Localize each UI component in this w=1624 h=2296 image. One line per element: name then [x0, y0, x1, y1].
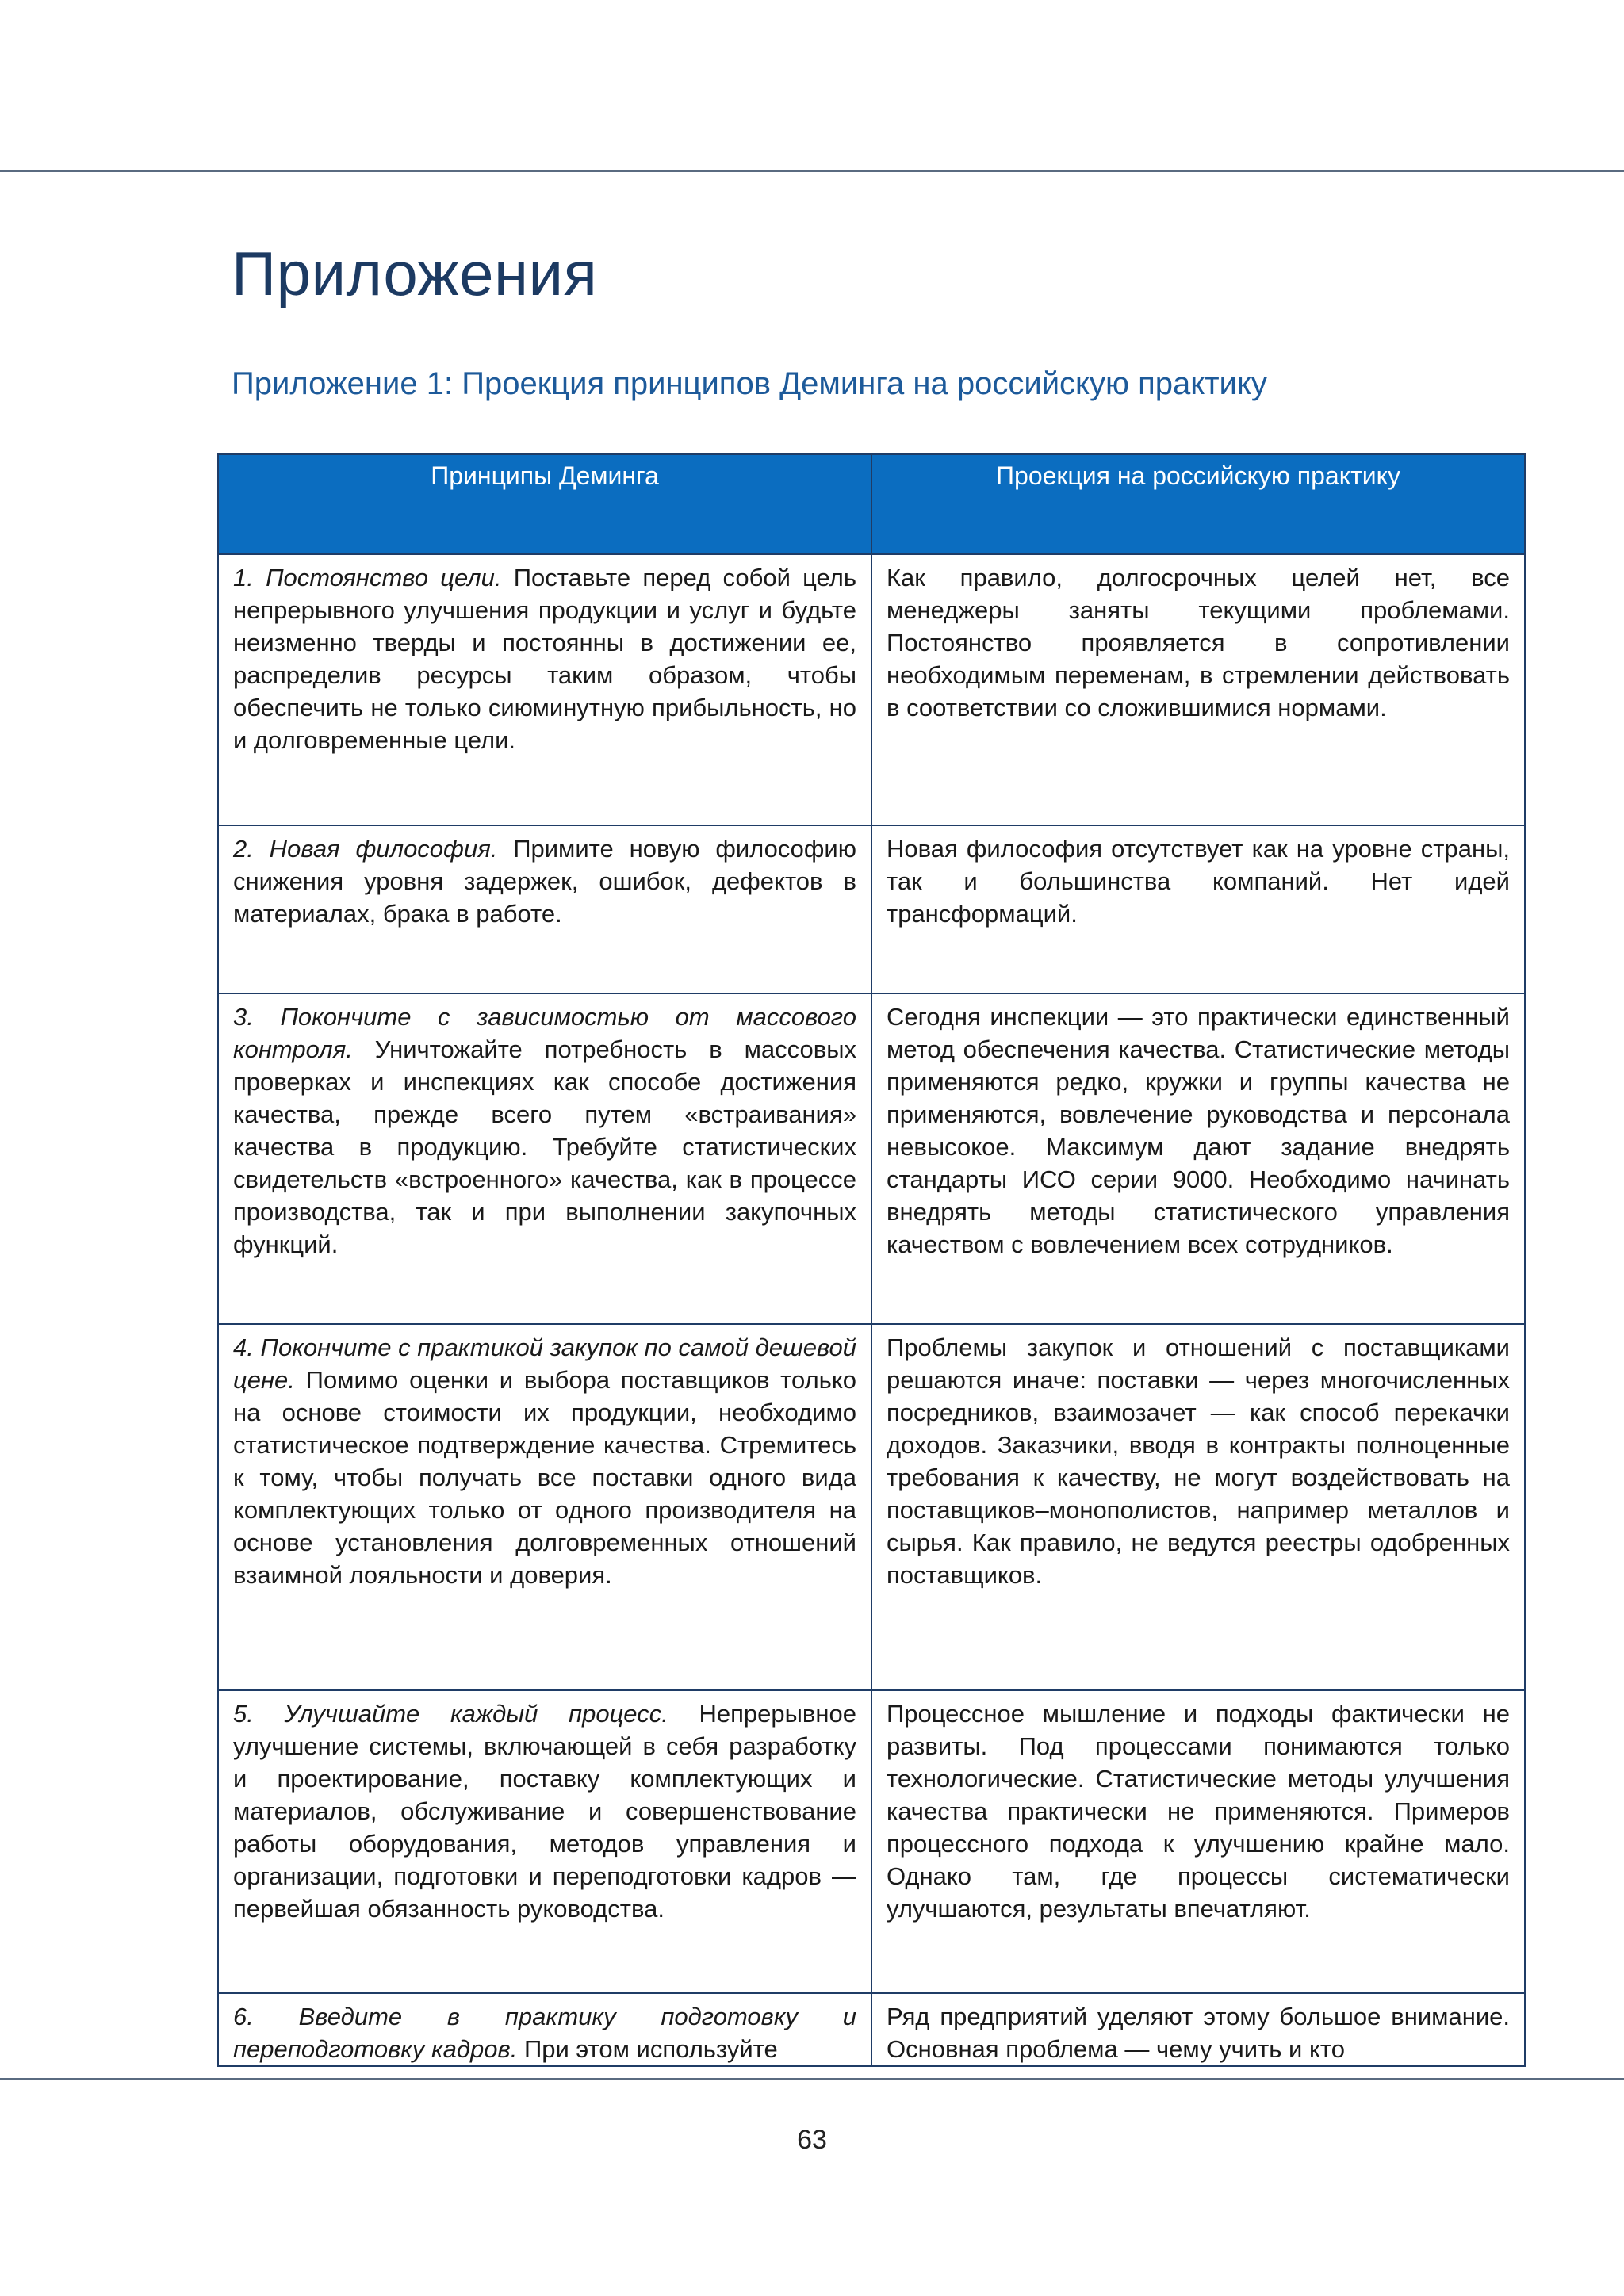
projection-cell: Сегодня инспекции — это практически единственный метод обеспечения качества. Статистические методы применяются редко, кружки и группы качества не применяются, вовлечение руководства и персонала невысокое. Максимум дают задание внедрять стандарты ИСО серии 9000. Необходимо начинать внедрять методы статистического управления качеством с вовлечением всех сотрудников. — [871, 993, 1525, 1324]
table-row — [218, 1993, 1525, 2066]
principle-cell — [218, 1324, 871, 1690]
principle-cell — [218, 1690, 871, 1993]
projection-cell: Процессное мышление и подходы фактически не развиты. Под процессами понимаются только технологические. Статистические методы улучшения качества практически не применяются. Примеров процессного подхода к улучшению крайне мало. Однако там, где процессы систематически улучшаются, результаты впечатляют. — [871, 1690, 1525, 1993]
principle-text: Помимо оценки и выбора поставщиков только на основе стоимости их продукции, необходимо статистическое подтверждение качества. Стремитесь к тому, чтобы получать все поставки одного вида комплектующих только от одного производителя на основе установления долговременных отношений взаимной лояльности и доверия. — [233, 1366, 856, 1589]
principle-cell — [218, 1993, 871, 2066]
principle-title: 2. Новая философия. — [233, 835, 498, 863]
appendix-subtitle: Приложение 1: Проекция принципов Деминга на российскую практику — [232, 366, 1267, 401]
table-row — [218, 554, 1525, 825]
principle-cell — [218, 825, 871, 993]
column-header-principles: Принципы Деминга — [218, 454, 871, 554]
principle-text: Непрерывное улучшение системы, включающей в себя разработку и проектирование, поставку комплектующих и материалов, обслуживание и совершенствование работы оборудования, методов управления и организации, подготовки и переподготовки кадров — первейшая обязанность руководства. — [233, 1700, 856, 1923]
header-rule — [0, 170, 1624, 172]
principle-cell — [218, 554, 871, 825]
page-number: 63 — [797, 2125, 827, 2155]
principle-text: Уничтожайте потребность в массовых проверках и инспекциях как способе достижения качества, прежде всего путем «встраивания» качества в продукцию. Требуйте статистических свидетельств «встроенного» качества, как в процессе производства, так и при выполнении закупочных функций. — [233, 1035, 856, 1258]
principle-cell — [218, 993, 871, 1324]
page-title: Приложения — [232, 239, 598, 308]
footer-rule — [0, 2078, 1624, 2080]
projection-cell: Как правило, долгосрочных целей нет, все менеджеры заняты текущими проблемами. Постоянство проявляется в сопротивлении необходимым переменам, в стремлении действовать в соответствии со сложившимися нормами. — [871, 554, 1525, 825]
principle-title: 6. Введите в практику подготовку и переподготовку кадров. — [233, 2003, 856, 2063]
deming-principles-table — [217, 453, 1526, 2067]
principle-title: 1. Постоянство цели. — [233, 564, 502, 591]
table-row — [218, 825, 1525, 993]
principle-title: 3. Покончите с зависимостью от массового контроля. — [233, 1003, 856, 1063]
table-row — [218, 993, 1525, 1324]
principle-text: При этом используйте — [517, 2035, 778, 2063]
table-row — [218, 1690, 1525, 1993]
projection-cell: Новая философия отсутствует как на уровне страны, так и большинства компаний. Нет идей трансформаций. — [871, 825, 1525, 993]
principle-title: 4. Покончите с практикой закупок по самой дешевой цене. — [233, 1334, 856, 1394]
table-row — [218, 1324, 1525, 1690]
column-header-projection: Проекция на российскую практику — [871, 454, 1525, 554]
principle-title: 5. Улучшайте каждый процесс. — [233, 1700, 668, 1728]
projection-cell: Ряд предприятий уделяют этому большое внимание. Основная проблема — чему учить и кто — [871, 1993, 1525, 2066]
principle-text: Примите новую философию снижения уровня задержек, ошибок, дефектов в материалах, брака в работе. — [233, 835, 856, 928]
projection-cell: Проблемы закупок и отношений с поставщиками решаются иначе: поставки — через многочисленных посредников, взаимозачет — как способ перекачки доходов. Заказчики, вводя в контракты полноценные требования к качеству, не могут воздействовать на поставщиков–монополистов, например металлов и сырья. Как правило, не ведутся реестры одобренных поставщиков. — [871, 1324, 1525, 1690]
principle-text: Поставьте перед собой цель непрерывного улучшения продукции и услуг и будьте неизменно тверды и постоянны в достижении ее, распределив ресурсы таким образом, чтобы обеспечить не только сиюминутную прибыльность, но и долговременные цели. — [233, 564, 857, 754]
table-header-row — [218, 454, 1525, 554]
